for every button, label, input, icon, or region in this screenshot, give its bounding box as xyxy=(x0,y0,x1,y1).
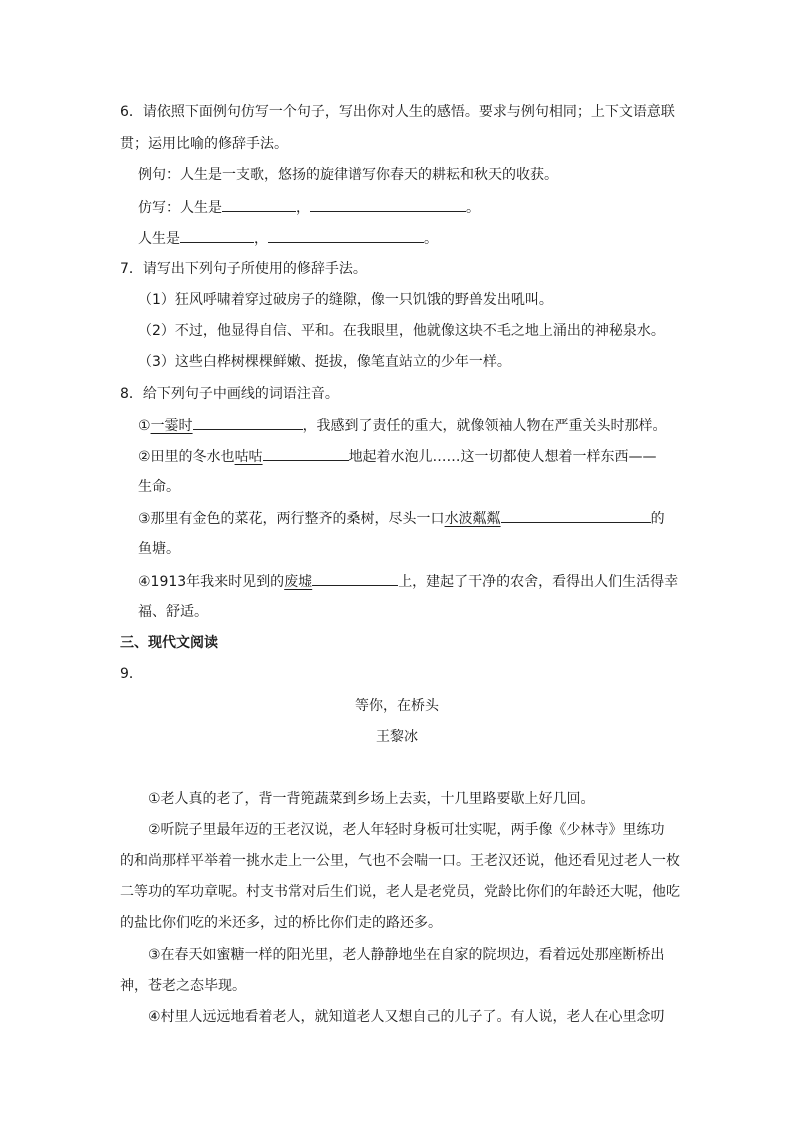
q8-sentence-3-line-2: 鱼塘。 xyxy=(138,541,180,557)
paragraph-1: ①老人真的老了，背一背篼蔬菜到乡场上去卖，十几里路要歇上好几回。 xyxy=(148,791,595,807)
section-heading: 三、现代文阅读 xyxy=(120,635,218,651)
q7-item-2: （2）不过，他显得自信、平和。在我眼里，他就像这块不毛之地上涌出的神秘泉水。 xyxy=(138,323,665,339)
article-author: 王黎冰 xyxy=(376,729,418,745)
underlined-word: 咕咕 xyxy=(234,449,263,465)
q8-sentence-3: ③那里有金色的菜花，两行整齐的桑树，尽头一口水波粼粼 的 xyxy=(138,508,665,529)
q7-item-1: （1）狂风呼啸着穿过破房子的缝隙，像一只饥饿的野兽发出吼叫。 xyxy=(138,292,553,308)
paragraph-4-line-1: ④村里人远远地看着老人，就知道老人又想自己的儿子了。有人说，老人在心里念叨 xyxy=(148,1009,665,1025)
paragraph-3-line-1: ③在春天如蜜糖一样的阳光里，老人静静地坐在自家的院坝边，看着远处那座断桥出 xyxy=(148,947,665,963)
article-title: 等你，在桥头 xyxy=(355,698,439,714)
q6-imitate-1: 仿写：人生是 ， 。 xyxy=(138,197,480,218)
q8-sentence-2-line-2: 生命。 xyxy=(138,479,180,495)
q7-item-3: （3）这些白桦树棵棵鲜嫩、挺拔，像笔直站立的少年一样。 xyxy=(138,354,511,370)
answer-blank[interactable] xyxy=(312,571,398,586)
q8-sentence-1: ①一霎时 ，我感到了责任的重大，就像领袖人物在严重关头时那样。 xyxy=(138,415,667,436)
q8-sentence-4: ④1913年我来时见到的废墟 上，建起了干净的农舍，看得出人们生活得幸 xyxy=(138,571,678,592)
paragraph-2-line-3: 二等功的军功章呢。村支书常对后生们说，老人是老党员，党龄比你们的年龄还大呢，他吃 xyxy=(120,884,680,900)
paragraph-2-line-1: ②听院子里最年迈的王老汉说，老人年轻时身板可壮实呢，两手像《少林寺》里练功 xyxy=(148,822,665,838)
underlined-word: 水波粼粼 xyxy=(444,511,501,527)
q9-number: 9． xyxy=(120,666,143,682)
answer-blank[interactable] xyxy=(310,197,466,212)
answer-blank[interactable] xyxy=(180,228,254,243)
q6-line-1: 6．请依照下面例句仿写一个句子，写出你对人生的感悟。要求与例句相同；上下文语意联 xyxy=(120,104,675,120)
underlined-word: 一霎时 xyxy=(150,418,193,434)
answer-blank[interactable] xyxy=(222,197,296,212)
q6-example: 例句：人生是一支歌，悠扬的旋律谱写你春天的耕耘和秋天的收获。 xyxy=(138,167,558,183)
q8-title: 8．给下列句子中画线的词语注音。 xyxy=(120,386,339,402)
paragraph-3-line-2: 神，苍老之态毕现。 xyxy=(120,978,246,994)
underlined-word: 废墟 xyxy=(284,574,313,590)
q6-line-2: 贯；运用比喻的修辞手法。 xyxy=(120,136,288,152)
paragraph-2-line-2: 的和尚那样平举着一挑水走上一公里，气也不会喘一口。王老汉还说，他还看见过老人一枚 xyxy=(120,853,680,869)
answer-blank[interactable] xyxy=(501,508,651,523)
answer-blank[interactable] xyxy=(263,446,349,461)
q8-sentence-4-line-2: 福、舒适。 xyxy=(138,604,208,620)
q8-sentence-2: ②田里的冬水也咕咕 地起着水泡儿……这一切都使人想着一样东西—— xyxy=(138,446,657,467)
q6-imitate-2: 人生是 ， 。 xyxy=(138,228,438,249)
answer-blank[interactable] xyxy=(268,228,424,243)
paragraph-2-line-4: 的盐比你们吃的米还多，过的桥比你们走的路还多。 xyxy=(120,915,442,931)
answer-blank[interactable] xyxy=(193,415,303,430)
q7-title: 7．请写出下列句子所使用的修辞手法。 xyxy=(120,261,367,277)
